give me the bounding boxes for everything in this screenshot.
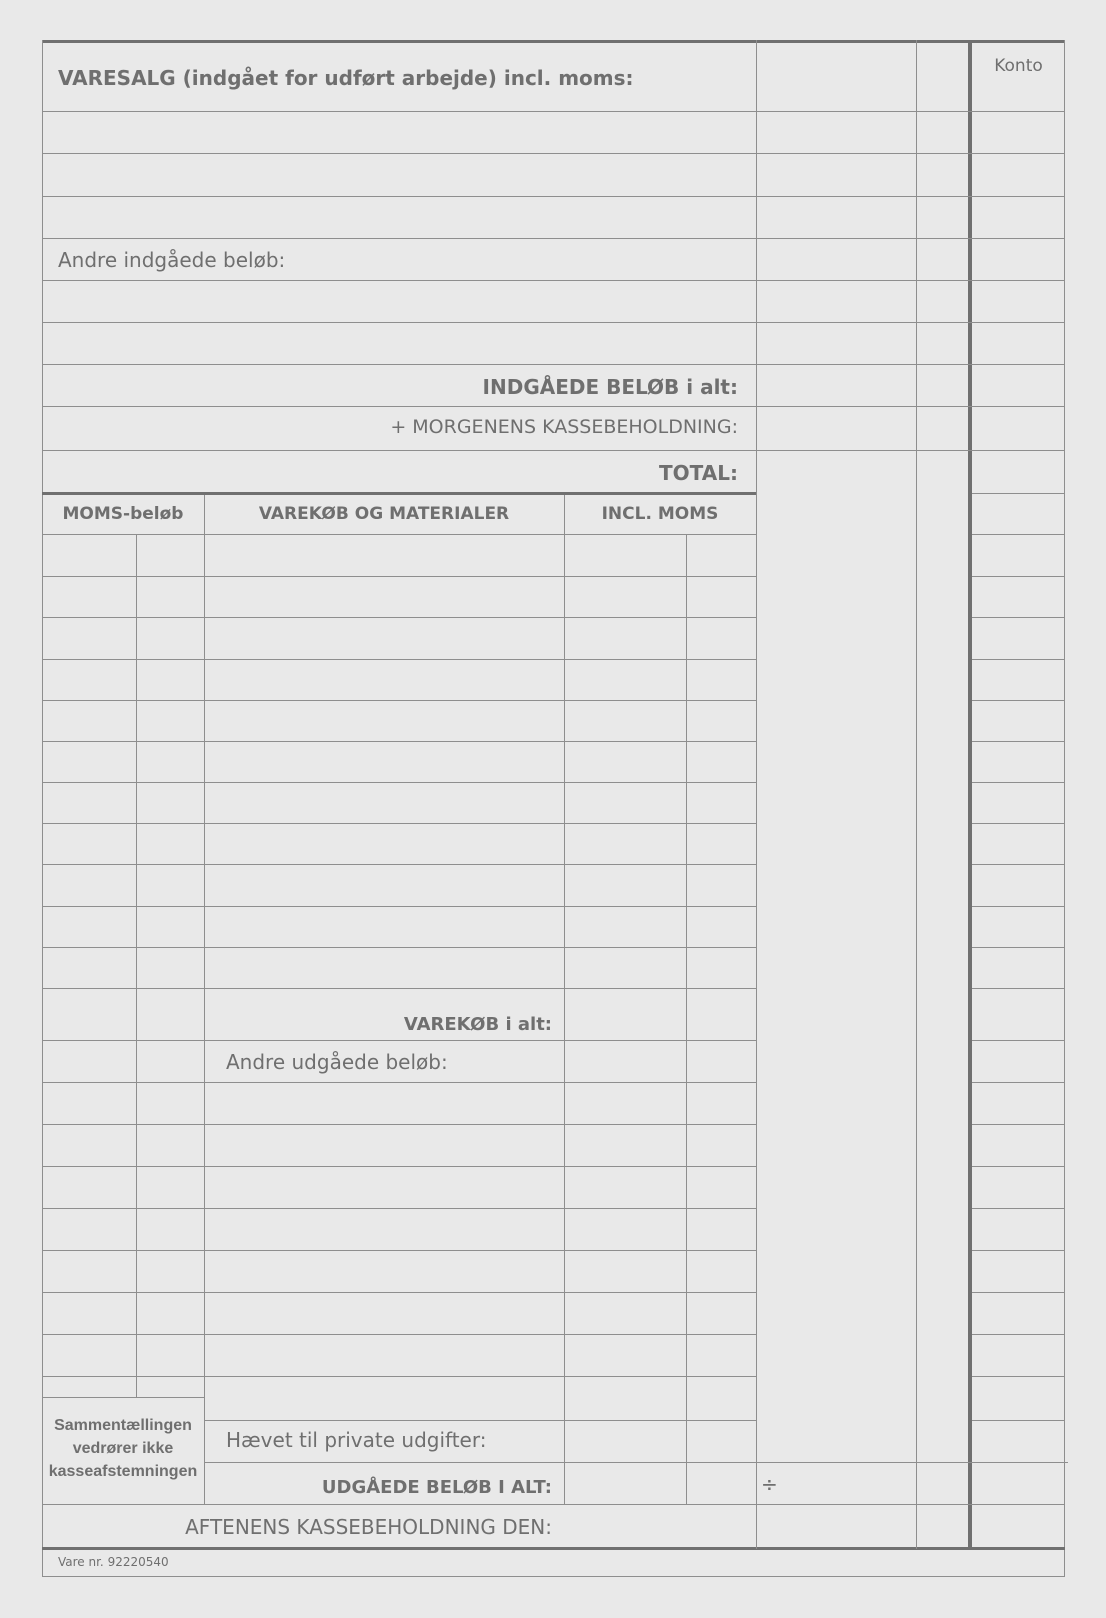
row-line	[42, 1334, 756, 1335]
row-line	[42, 617, 756, 618]
konto-row-line	[972, 1292, 1065, 1293]
row-line	[42, 659, 756, 660]
bottom-thick-border	[42, 1547, 1065, 1550]
konto-row-line	[972, 534, 1065, 535]
purchases-header-line	[42, 534, 756, 535]
konto-row-line	[972, 1040, 1065, 1041]
left-border	[42, 40, 43, 1576]
konto-row-line	[972, 700, 1065, 701]
morgenens-label: + MORGENENS KASSEBEHOLDNING:	[390, 416, 738, 438]
row-line	[42, 111, 1065, 112]
footer-bottom-border	[42, 1576, 1065, 1577]
konto-row-line	[972, 659, 1065, 660]
row-line	[42, 700, 756, 701]
konto-row-line	[972, 782, 1065, 783]
incl-subdivider	[686, 534, 687, 1504]
varekoeb-column-header: VAREKØB OG MATERIALER	[258, 504, 510, 524]
konto-row-line	[972, 617, 1065, 618]
incl-col-divider	[564, 495, 565, 1504]
moms-column-header: MOMS-beløb	[62, 504, 184, 524]
note-line: kasseafstemningen	[48, 1463, 198, 1480]
row-line	[42, 1082, 756, 1083]
varekoeb-total-label: VAREKØB i alt:	[403, 1014, 552, 1035]
aftenens-label: AFTENENS KASSEBEHOLDNING DEN:	[185, 1515, 552, 1539]
andre-udgaaede-label: Andre udgåede beløb:	[226, 1050, 448, 1074]
konto-row-line	[972, 576, 1065, 577]
row-line	[42, 864, 756, 865]
total-label: TOTAL:	[659, 461, 738, 485]
top-border	[42, 40, 1065, 43]
amount-column-divider	[756, 40, 757, 1549]
row-line	[42, 576, 756, 577]
row-line	[42, 947, 756, 948]
row-line	[42, 988, 756, 989]
row-line	[42, 1124, 756, 1125]
konto-row-line	[972, 864, 1065, 865]
udgaaede-total-label: UDGÅEDE BELØB I ALT:	[321, 1477, 552, 1498]
row-line	[42, 741, 756, 742]
indgaaede-total-label: INDGÅEDE BELØB i alt:	[482, 375, 738, 399]
note-line: Sammentællingen	[54, 1417, 192, 1434]
konto-row-line	[972, 947, 1065, 948]
row-line	[42, 406, 1065, 407]
moms-col-divider	[204, 495, 205, 1504]
konto-row-line	[972, 493, 1065, 494]
haevet-label: Hævet til private udgifter:	[226, 1428, 487, 1452]
sammentaelling-note	[42, 1414, 204, 1483]
row-line	[42, 322, 1065, 323]
row-line	[204, 1420, 756, 1421]
konto-column-divider	[968, 42, 972, 1548]
minus-sign: ÷	[761, 1472, 778, 1496]
ore-column-divider	[916, 40, 917, 1549]
note-line: vedrører ikke	[72, 1440, 174, 1457]
vare-nr-label: Vare nr. 92220540	[58, 1555, 169, 1569]
konto-row-line	[972, 1334, 1065, 1335]
konto-row-line	[972, 823, 1065, 824]
row-line	[42, 196, 1065, 197]
row-line	[204, 1462, 1068, 1463]
row-line	[42, 153, 1065, 154]
row-line	[42, 1292, 756, 1293]
row-line	[42, 1208, 756, 1209]
row-line	[42, 450, 1065, 451]
konto-row-line	[972, 1420, 1065, 1421]
row-line	[42, 1166, 756, 1167]
row-line	[42, 823, 756, 824]
konto-row-line	[972, 1124, 1065, 1125]
row-line	[42, 1040, 756, 1041]
row-line	[42, 1250, 756, 1251]
konto-row-line	[972, 1082, 1065, 1083]
andre-indgaaede-label: Andre indgåede beløb:	[58, 248, 286, 272]
konto-label: Konto	[994, 56, 1043, 76]
konto-row-line	[972, 1376, 1065, 1377]
row-line	[42, 1397, 204, 1398]
right-border	[1064, 40, 1065, 1576]
total-underline	[42, 492, 756, 495]
incl-moms-column-header: INCL. MOMS	[601, 504, 719, 524]
konto-row-line	[972, 1208, 1065, 1209]
moms-subdivider	[136, 534, 137, 1397]
row-line	[42, 364, 1065, 365]
row-line	[42, 782, 756, 783]
varesalg-label: VARESALG (indgået for udført arbejde) incl. moms:	[58, 66, 634, 90]
row-line	[42, 238, 1065, 239]
konto-row-line	[972, 906, 1065, 907]
row-line	[42, 1376, 756, 1377]
row-line	[42, 906, 756, 907]
konto-row-line	[972, 741, 1065, 742]
konto-row-line	[972, 1166, 1065, 1167]
row-line	[42, 280, 1065, 281]
konto-row-line	[972, 1250, 1065, 1251]
aftenens-top-line	[42, 1504, 1065, 1505]
konto-row-line	[972, 988, 1065, 989]
